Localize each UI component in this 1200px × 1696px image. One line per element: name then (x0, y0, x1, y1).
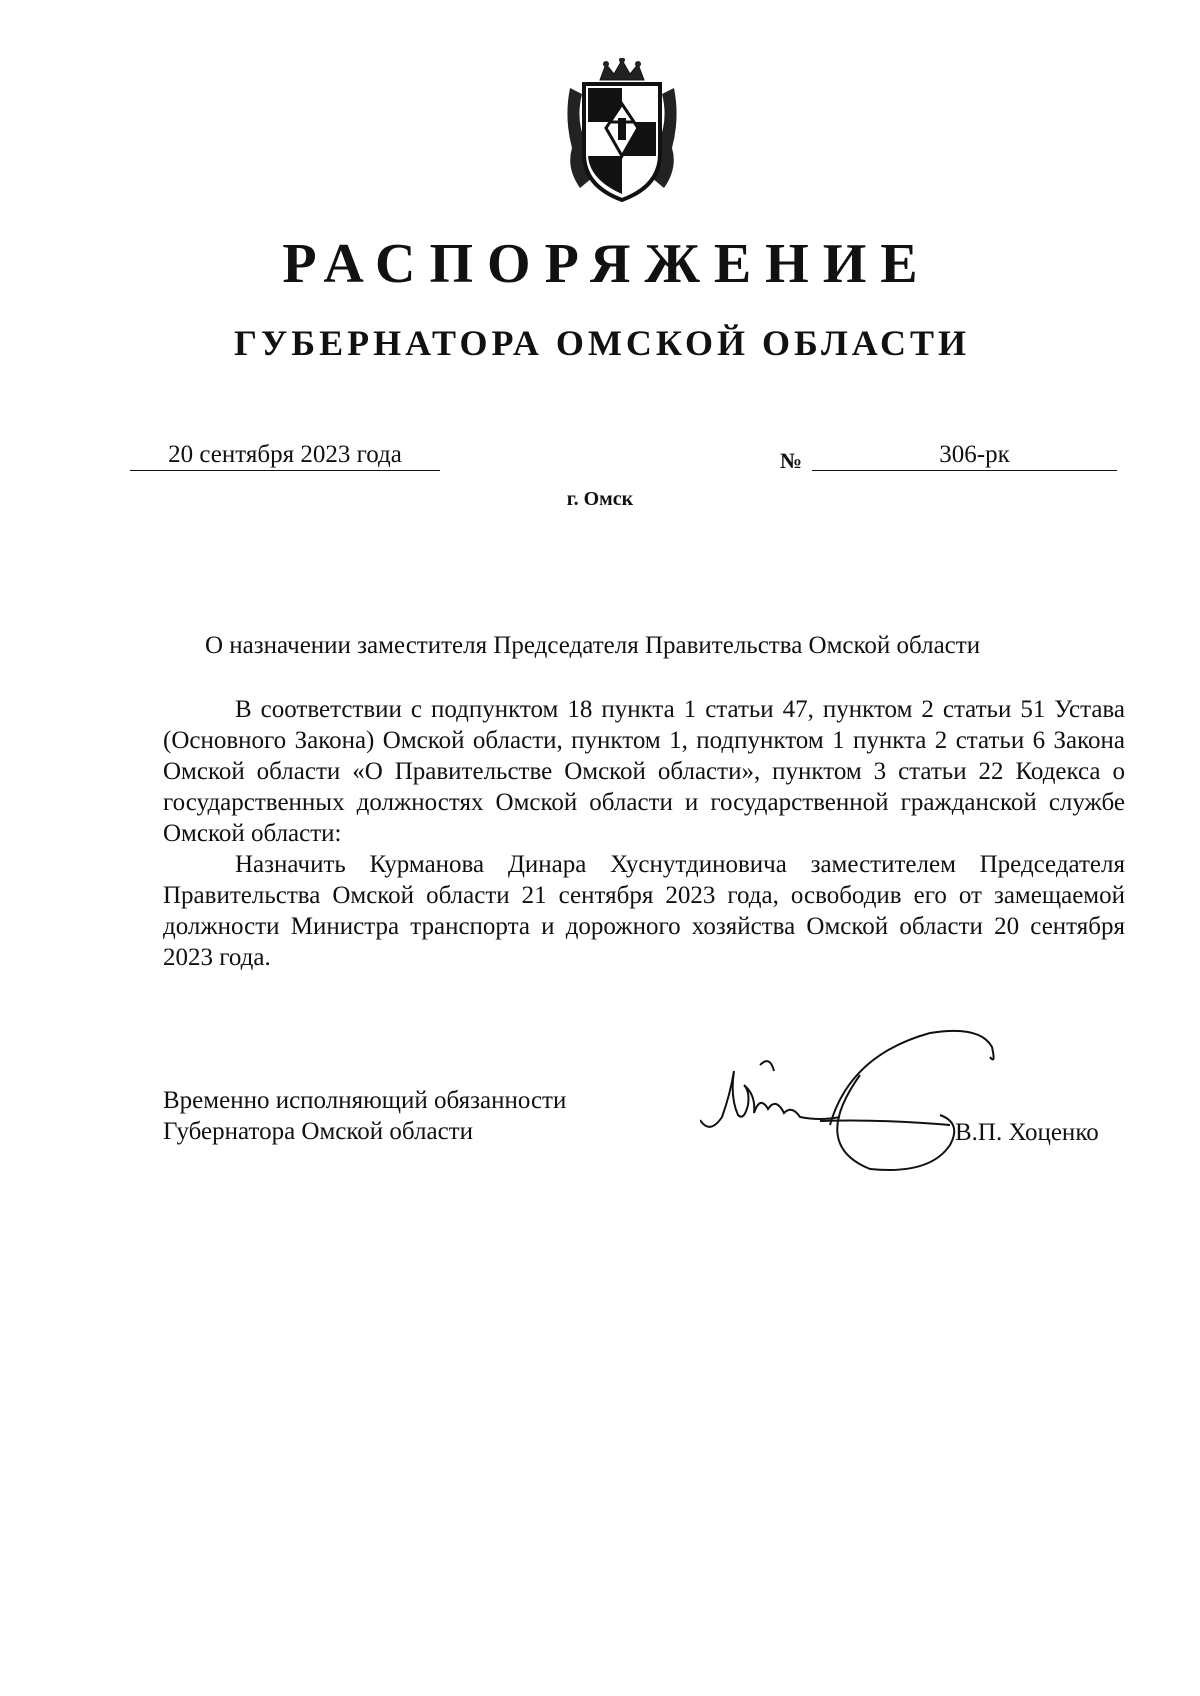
number-sign: № (780, 448, 803, 473)
coat-of-arms-icon (562, 58, 682, 204)
document-number: 306-рк (812, 440, 1117, 471)
document-date: 20 сентября 2023 года (130, 440, 440, 471)
body-paragraph: В соответствии с подпунктом 18 пункта 1 статьи 47, пунктом 2 статьи 51 Устава (Основного Закона) Омской области, пунктом 1, подпунктом 1 пункта 2 статьи 6 Закона Омской области «О Правительстве Омской области», пунктом 3 статьи 22 Кодекса о государственных должностях Омской области и государственной гражданской службе Омской области: (163, 696, 1125, 847)
signatory-name: В.П. Хоценко (955, 1119, 1099, 1146)
document-title: РАСПОРЯЖЕНИЕ (282, 233, 932, 295)
signatory-position-line: Губернатора Омской области (163, 1118, 473, 1145)
document-subtitle: ГУБЕРНАТОРА ОМСКОЙ ОБЛАСТИ (233, 323, 971, 363)
document-body (163, 694, 1125, 973)
signatory-position-line: Временно исполняющий обязанности (163, 1087, 567, 1114)
document-subject: О назначении заместителя Председателя Правительства Омской области (205, 632, 981, 659)
document-city: г. Омск (566, 488, 634, 510)
handwritten-signature (700, 1025, 1020, 1175)
signatory-position (163, 1085, 566, 1147)
body-paragraph: Назначить Курманова Динара Хуснутдиновича заместителем Председателя Правительства Омской области 21 сентября 2023 года, освободив его от замещаемой должности Министра транспорта и дорожного хозяйства Омской области 20 сентября 2023 года. (163, 851, 1125, 971)
